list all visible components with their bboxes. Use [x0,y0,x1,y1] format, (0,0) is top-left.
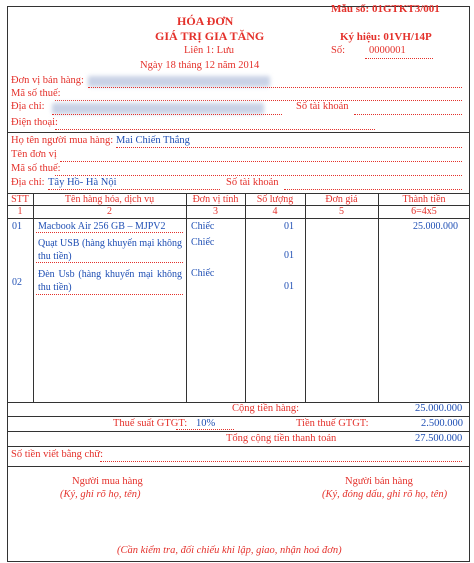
vat-rate-value: 10% [196,418,216,429]
amount-in-words-label: Số tiền viết bằng chữ: [11,449,104,460]
copy-label: Liên 1: Lưu [184,45,235,56]
redacted-seller-address [52,103,264,114]
dots [60,161,462,162]
col-header-price: Đơn giá [325,194,358,205]
footer-note: (Cần kiểm tra, đối chiếu khi lập, giao, nhận hoá đơn) [117,545,342,556]
dots [354,114,462,115]
dots [52,114,282,115]
grand-total-label: Tổng cộng tiền thanh toán [226,433,337,444]
buyer-name-label: Họ tên người mua hàng: [11,135,114,146]
subtotal-value: 25.000.000 [415,403,463,414]
col-divider [245,193,246,402]
col-divider [186,193,187,402]
invoice-title: HÓA ĐƠN [177,14,234,28]
dots [48,189,220,190]
row-unit: Chiếc [191,237,215,248]
index-cell: 3 [213,206,218,217]
index-cell: 1 [17,206,23,217]
col-header-name: Tên hàng hóa, dịch vụ [64,194,155,205]
row-qty: 01 [284,221,294,232]
dots [55,100,462,101]
buyer-address-value: Tây Hồ- Hà Nội [48,177,117,188]
seller-account-label: Số tài khoản [296,101,349,112]
dots [100,461,462,462]
number-dots [365,58,433,59]
seller-signature-note: (Ký, đóng dấu, ghi rõ họ, tên) [322,489,448,500]
dots [284,189,462,190]
vat-amount-value: 2.500.000 [421,418,463,429]
redacted-seller-name [88,76,270,87]
col-divider [33,193,34,402]
row-name: Macbook Air 256 GB – MJPV2 [38,221,166,232]
divider [7,416,470,417]
buyer-address-label: Địa chỉ: [11,177,45,188]
serial-number: Ký hiệu: 01VH/14P [340,31,432,43]
divider [7,466,470,467]
row-unit: Chiếc [191,221,215,232]
divider [7,132,470,133]
buyer-name-value: Mai Chiến Thắng [116,135,190,146]
dots [36,262,183,263]
dots [55,129,375,130]
row-stt: 01 [12,221,22,232]
row-name: Quạt USB (hàng khuyến mại không thu tiền) [38,238,182,262]
index-cell: 2 [107,206,112,217]
subtotal-label: Cộng tiền hàng: [232,403,300,414]
buyer-signature-note: (Ký, ghi rõ họ, tên) [60,489,141,500]
number-value: 0000001 [369,45,406,56]
form-number: Mẫu số: 01GTKT3/001 [331,3,440,15]
buyer-unit-label: Tên đơn vị [11,149,57,160]
invoice-date: Ngày 18 tháng 12 năm 2014 [140,60,260,71]
col-header-unit: Đơn vị tính [192,194,239,205]
dots [176,429,234,430]
row-amount: 25.000.000 [413,221,458,232]
grand-total-value: 27.500.000 [415,433,463,444]
index-cell: 4 [272,206,278,217]
dots [55,175,462,176]
seller-phone-label: Điện thoại: [11,117,58,128]
index-cell: 5 [339,206,344,217]
col-header-stt: STT [11,194,29,205]
buyer-account-label: Số tài khoản [226,177,279,188]
seller-signature-title: Người bán hàng [345,476,413,487]
divider [7,446,470,447]
vat-rate-label: Thuế suất GTGT: [113,418,188,429]
divider [7,431,470,432]
dots [36,232,183,233]
row-unit: Chiếc [191,268,215,279]
seller-address-label: Địa chỉ: [11,101,45,112]
seller-unit-label: Đơn vị bán hàng: [11,75,84,86]
number-label: Số: [331,45,346,56]
dots [116,147,462,148]
row-name: Đèn Usb (hàng khuyến mại không thu tiền) [38,269,182,293]
col-divider [305,193,306,402]
row-stt: 02 [12,277,22,288]
col-divider [378,193,379,402]
seller-tax-label: Mã số thuế: [11,88,61,99]
row-qty: 01 [284,250,294,261]
dots [36,294,183,295]
col-header-qty: Số lượng [256,194,294,205]
buyer-tax-label: Mã số thuế: [11,163,61,174]
table-index-border [7,218,470,219]
invoice-subtitle: GIÁ TRỊ GIA TĂNG [155,29,265,43]
col-header-amount: Thành tiền [402,194,446,205]
index-cell: 6=4x5 [411,206,437,217]
buyer-signature-title: Người mua hàng [72,476,143,487]
dots [88,87,462,88]
row-qty: 01 [284,281,294,292]
vat-amount-label: Tiền thuế GTGT: [296,418,369,429]
